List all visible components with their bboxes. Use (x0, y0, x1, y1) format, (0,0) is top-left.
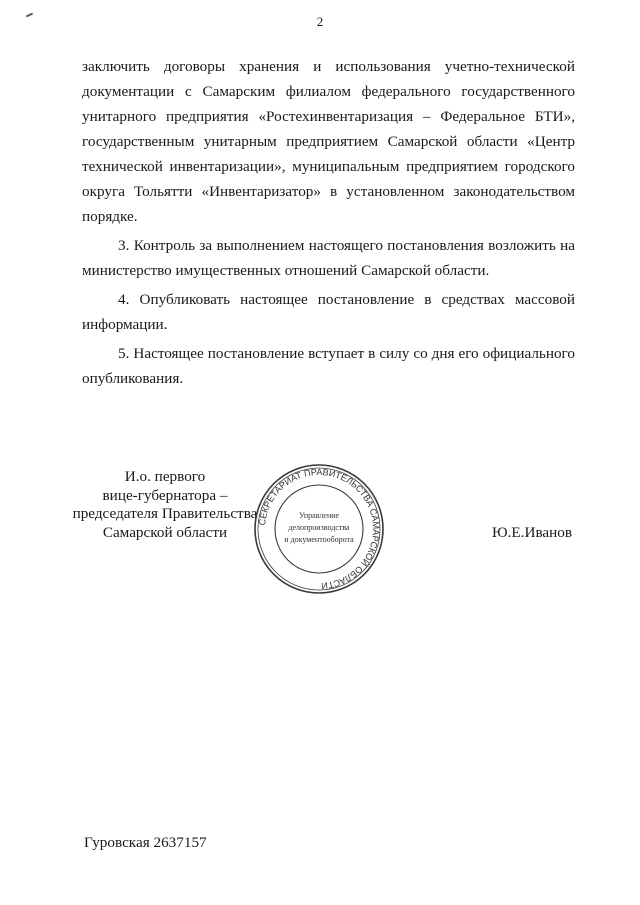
paragraph-item-5: 5. Настоящее постановление вступает в силу со дня его официального опубликования. (82, 345, 575, 387)
page-number: 2 (316, 14, 324, 29)
signatory-position-line: И.о. первого (124, 468, 206, 485)
paragraph-continuation: заключить договоры хранения и использования учетно-технической документации с Самарским филиалом федерального государственного унитарного предприятия «Ростехинвентаризация – Федеральное БТИ», государственным унитарным предприятием Самарской области «Центр технической инвентаризации», муниципальным предприятием городского округа Тольятти «Инвентаризатор» в установленном законодательством порядке. (82, 58, 575, 225)
signatory-name: Ю.Е.Иванов (492, 524, 573, 541)
seal-ring-text: СЕКРЕТАРИАТ ПРАВИТЕЛЬСТВА САМАРСКОЙ ОБЛАСТИ (257, 466, 382, 592)
signatory-position-line: Самарской области (102, 523, 228, 541)
signatory-position-line: вице-губернатора – (102, 486, 228, 504)
seal-center-line: и документооборота (284, 535, 354, 544)
paragraph-item-3: 3. Контроль за выполнением настоящего постановления возложить на министерство имущественных отношений Самарской области. (82, 237, 575, 279)
seal-center-line: Управление (298, 511, 340, 520)
official-seal (252, 462, 386, 596)
document-body (82, 54, 575, 395)
seal-center-line: делопроизводства (288, 523, 350, 532)
signatory-position (70, 468, 260, 542)
signatory-position-line: председателя Правительства (72, 505, 258, 522)
paragraph-item-4: 4. Опубликовать настоящее постановление в средствах массовой информации. (82, 291, 575, 333)
executor-footer: Гуровская 2637157 (84, 834, 207, 851)
